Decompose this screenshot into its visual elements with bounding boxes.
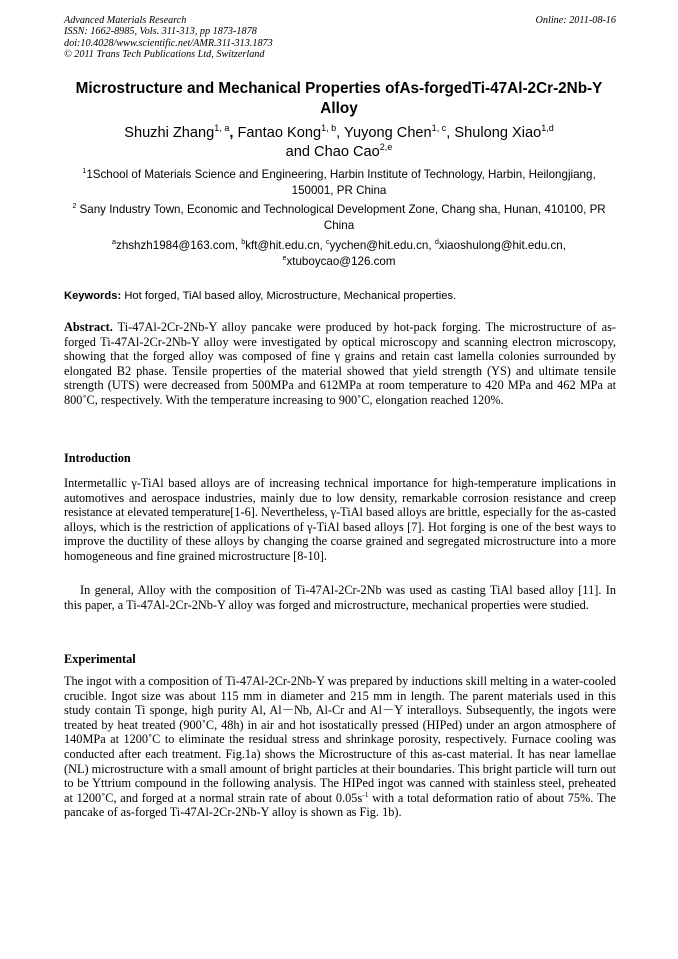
affiliation-mark: 1: [82, 166, 87, 176]
email-mark: b: [241, 237, 246, 247]
email-mark: e: [282, 252, 287, 262]
email-mark: a: [112, 237, 117, 247]
page-header: [64, 15, 616, 61]
copyright-line: © 2011 Trans Tech Publications Ltd, Switzerland: [64, 49, 265, 61]
author-name: Shulong Xiao: [454, 125, 542, 141]
author-name: Fantao Kong: [237, 125, 322, 141]
journal-name: Advanced Materials Research: [64, 15, 187, 26]
online-date: Online: 2011-08-16: [535, 15, 616, 26]
abstract: [64, 320, 616, 408]
author-affiliation-mark: 2,e: [379, 141, 393, 152]
author-list: Shuzhi Zhang$^{1, a}$, Fantao Kong$^{1, b}$, Yuyong Chen$^{1, c}$, Shulong Xiao$^{1,d}$ and Chao Cao$^{2,e}$: [124, 123, 554, 160]
experimental-heading: Experimental: [64, 652, 136, 666]
abstract-text: Ti-47Al-2Cr-2Nb-Y alloy pancake were produced by hot-pack forging. The microstructure of as-forged Ti-47Al-2Cr-2Nb-Y alloy were investigated by optical microscopy and scanning electron microscopy, showing that the forged alloy was composed of fine γ grains and retain cast lamella colonies surrounded by elongated B2 phase. Tensile properties of the material showed that yield strength (YS) and ultimate tensile strength (UTS) were decreased from 500MPa and 612MPa at room temperature to 420 MPa and 462 MPa at 800˚C, respectively. With the temperature increasing to 900˚C, elongation reached 120%.: [64, 320, 616, 407]
author-affiliation-mark: 1, a: [214, 123, 230, 134]
keywords-text: Hot forged, TiAl based alloy, Microstructure, Mechanical properties.: [124, 290, 457, 302]
author-name: Chao Cao: [314, 143, 380, 160]
author-affiliation-mark: 1, b: [321, 123, 337, 134]
strain-rate-exponent: -1: [362, 789, 369, 799]
email-mark: d: [434, 237, 439, 247]
affiliation-1: [70, 167, 608, 198]
issn-line: ISSN: 1662-8985, Vols. 311-313, pp 1873-1878: [64, 26, 257, 38]
introduction-heading: Introduction: [64, 451, 131, 465]
experimental-text-part-2: with a total deformation ratio of about 75%. The pancake of as-forged Ti-47Al-2Cr-2Nb-Y alloy is shown as Fig. 1b).: [64, 790, 616, 820]
email-link[interactable]: xiaoshulong@hit.edu.cn: [438, 239, 563, 252]
email-mark: c: [325, 237, 330, 247]
keywords: [64, 289, 616, 303]
email-link[interactable]: zhshzh1984@163.com: [116, 239, 235, 252]
email-link[interactable]: xtuboycao@126.com: [286, 254, 396, 268]
author-name: Yuyong Chen: [344, 125, 432, 141]
affiliation-text: 1School of Materials Science and Engineering, Harbin Institute of Technology, Harbin, Heilongjiang, 150001, PR China: [86, 168, 596, 197]
doi-line: doi:10.4028/www.scientific.net/AMR.311-313.1873: [64, 37, 273, 49]
paper-title: Microstructure and Mechanical Properties ofAs-forgedTi-47Al-2Cr-2Nb-Y Alloy: [75, 80, 603, 117]
keywords-label: Keywords:: [64, 290, 122, 302]
author-affiliation-mark: 1,d: [541, 123, 554, 134]
abstract-label: Abstract.: [64, 320, 113, 334]
experimental-text-part-1: The ingot with a composition of Ti-47Al-2Cr-2Nb-Y was prepared by inductions skill melting in a water-cooled crucible. Ingot size was about 115 mm in diameter and 215 mm in length. The parent materials used in this study contain Ti sponge, high purity Al, Al－Nb, Al-Cr and Al－Y interalloys. Subsequently, the ingots were treated by heat treated (900˚C, 48h) in air and hot isostatically pressed (HIPed) under an argon atmosphere of 140MPa at 1200˚C to eliminate the residual stress and shrinkage porosity, respectively. Furnace cooling was conducted after each treatment. Fig.1a) shows the Microstructure of this as-cast material. It has near lamellae (NL) microstructure with a small amount of bright particles at their boundaries. This bright particle will turn out to be Yttrium compound in the following analysis. The HIPed ingot was canned with stainless steel, preheated at 1200˚C, and forged at a normal strain rate of about 0.05s: [64, 674, 616, 805]
introduction-paragraph-1: Intermetallic γ-TiAl based alloys are of increasing technical importance for high-temperature implications in automotives and aerospace industries, mainly due to low density, remarkable corrosion resistance and creep resistance at elevated temperature[1-6]. Nevertheless, γ-TiAl based alloys are brittle, especially for the as-casted alloys, which is the restriction of applications of γ-TiAl based alloys [7]. Hot forging is one of the best ways to improve the ductility of these alloys by changing the coarse grained and segregated microstructure into a more homogeneous and fine grained microstructure [8-10].: [64, 476, 616, 563]
email-link[interactable]: kft@hit.edu.cn: [245, 239, 320, 252]
email-link[interactable]: yychen@hit.edu.cn: [329, 239, 429, 252]
author-affiliation-mark: 1, c: [431, 123, 447, 134]
affiliation-text: Sany Industry Town, Economic and Technological Development Zone, Chang sha, Hunan, 410100, PR China: [79, 203, 606, 232]
author-name: Shuzhi Zhang: [124, 125, 215, 141]
introduction-paragraph-2: In general, Alloy with the composition of Ti-47Al-2Cr-2Nb was used as casting TiAl based alloy [11]. In this paper, a Ti-47Al-2Cr-2Nb-Y alloy was forged and microstructure, mechanical properties were studied.: [64, 583, 616, 612]
affiliation-2: [70, 202, 608, 233]
affiliation-mark: 2: [72, 201, 77, 211]
email-list: $^a$zhshzh1984@163.com, $^b$kft@hit.edu.cn, $^c$yychen@hit.edu.cn, $^d$xiaoshulong@hit.edu.cn, $^e$xtuboycao@126.com: [112, 237, 566, 268]
experimental-paragraph: [64, 674, 616, 820]
